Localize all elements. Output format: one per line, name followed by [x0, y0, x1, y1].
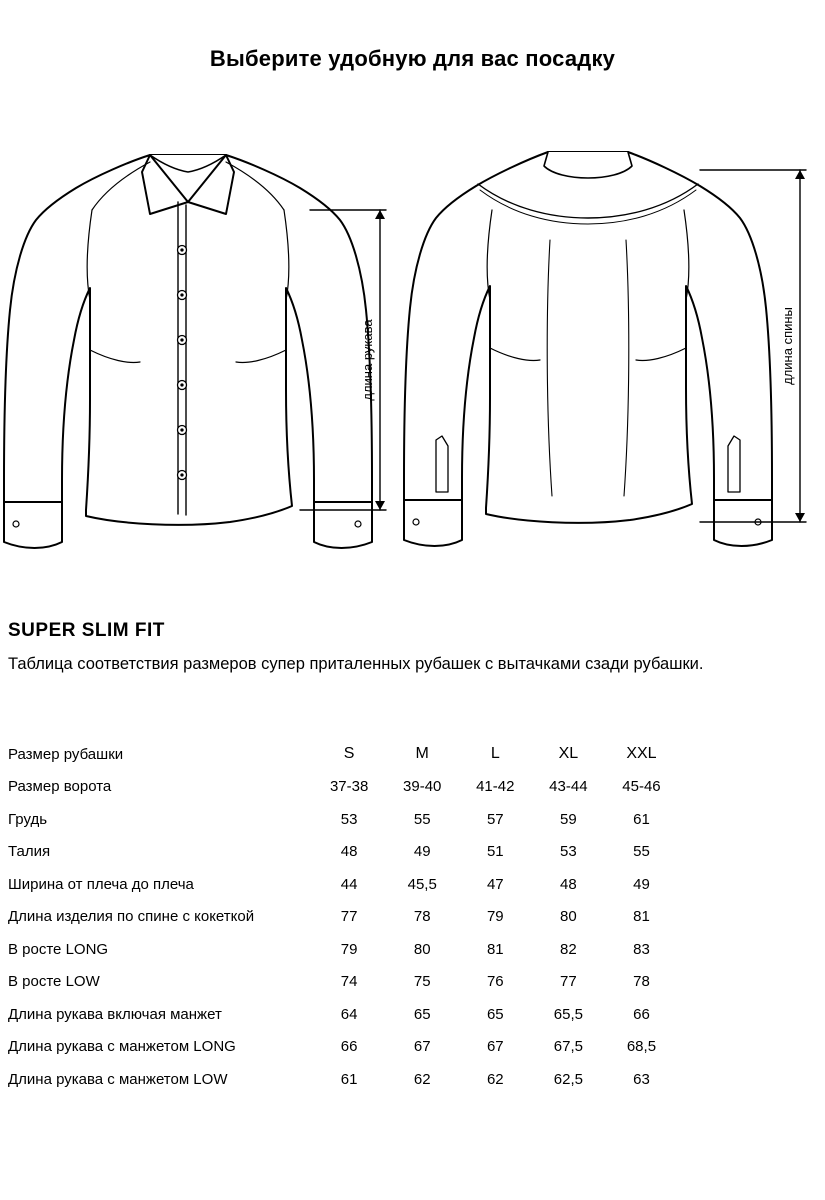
row-value: 49 — [413, 843, 431, 861]
front-sleeve-dimension-label: длина рукава — [360, 319, 375, 401]
row-value: 65,5 — [553, 1005, 583, 1023]
row-label: Длина рукава с манжетом LONG — [8, 1038, 236, 1056]
row-value: 67 — [486, 1038, 504, 1056]
table-row — [8, 803, 678, 836]
table-row — [8, 868, 678, 901]
row-value: 37-38 — [329, 778, 369, 796]
row-value: 62 — [486, 1070, 504, 1088]
table-row — [8, 1031, 678, 1064]
table-header-size-m: M — [415, 745, 429, 763]
row-value: 57 — [486, 810, 504, 828]
back-length-dimension-label: длина спины — [780, 307, 795, 385]
row-value: 75 — [413, 973, 431, 991]
row-value: 81 — [486, 940, 504, 958]
front-shirt-group — [4, 155, 372, 548]
row-value: 83 — [633, 940, 650, 958]
row-value: 68,5 — [626, 1038, 657, 1056]
row-label: Грудь — [8, 810, 48, 828]
row-value: 62,5 — [553, 1070, 583, 1088]
row-value: 49 — [633, 875, 650, 893]
row-label: Размер ворота — [8, 778, 112, 796]
row-value: 67,5 — [553, 1038, 583, 1056]
page-title: Выберите удобную для вас посадку — [209, 46, 616, 71]
row-value: 45-46 — [622, 778, 661, 796]
row-value: 78 — [633, 973, 650, 991]
shirt-illustration — [0, 110, 825, 570]
table-row — [8, 1063, 678, 1096]
row-value: 43-44 — [549, 778, 588, 796]
row-value: 79 — [486, 908, 504, 926]
row-value: 78 — [413, 908, 431, 926]
size-table-wrapper — [8, 738, 808, 1096]
table-row — [8, 901, 678, 934]
row-value: 66 — [633, 1005, 650, 1023]
row-value: 77 — [560, 973, 577, 991]
table-header-size-l: L — [490, 745, 500, 763]
table-row — [8, 966, 678, 999]
row-label: Ширина от плеча до плеча — [8, 875, 194, 893]
row-value: 76 — [486, 973, 504, 991]
table-header-size-xl: XL — [558, 745, 579, 763]
row-value: 61 — [633, 810, 650, 828]
row-label: В росте LOW — [8, 973, 100, 991]
row-value: 45,5 — [407, 875, 437, 893]
row-label: Длина рукава включая манжет — [8, 1005, 222, 1023]
row-value: 79 — [340, 940, 358, 958]
row-value: 65 — [486, 1005, 504, 1023]
row-value: 55 — [633, 843, 650, 861]
table-row — [8, 836, 678, 869]
row-value: 55 — [413, 810, 431, 828]
table-header-size-xxl: XXL — [626, 745, 657, 763]
row-value: 67 — [413, 1038, 431, 1056]
row-value: 80 — [413, 940, 431, 958]
row-value: 80 — [560, 908, 577, 926]
row-value: 53 — [560, 843, 577, 861]
row-value: 48 — [560, 875, 577, 893]
table-row — [8, 998, 678, 1031]
row-label: Длина рукава с манжетом LOW — [8, 1070, 228, 1088]
row-value: 64 — [340, 1005, 358, 1023]
row-value: 62 — [413, 1070, 431, 1088]
row-value: 82 — [560, 940, 577, 958]
fit-description: Таблица соответствия размеров супер приталенных рубашек с вытачками сзади рубашки. — [8, 655, 704, 673]
table-header-size-s: S — [343, 745, 355, 763]
row-value: 59 — [560, 810, 577, 828]
row-value: 47 — [486, 875, 504, 893]
back-shirt-group — [404, 152, 772, 546]
row-label: В росте LONG — [8, 940, 109, 958]
row-value: 41-42 — [476, 778, 515, 796]
row-label: Длина изделия по спине с кокеткой — [8, 908, 255, 926]
row-value: 39-40 — [403, 778, 442, 796]
row-value: 74 — [340, 973, 358, 991]
size-table — [8, 738, 678, 1096]
row-value: 65 — [413, 1005, 431, 1023]
row-value: 63 — [633, 1070, 650, 1088]
row-value: 81 — [633, 908, 650, 926]
table-header-row — [8, 738, 678, 771]
fit-heading: SUPER SLIM FIT — [8, 620, 165, 641]
row-value: 66 — [340, 1038, 358, 1056]
row-value: 53 — [340, 810, 358, 828]
table-row — [8, 771, 678, 804]
row-value: 44 — [340, 875, 358, 893]
row-value: 77 — [340, 908, 358, 926]
table-header-label: Размер рубашки — [8, 745, 124, 763]
row-value: 51 — [486, 843, 504, 861]
row-label: Талия — [8, 843, 51, 861]
row-value: 48 — [340, 843, 358, 861]
table-row — [8, 933, 678, 966]
row-value: 61 — [340, 1070, 358, 1088]
